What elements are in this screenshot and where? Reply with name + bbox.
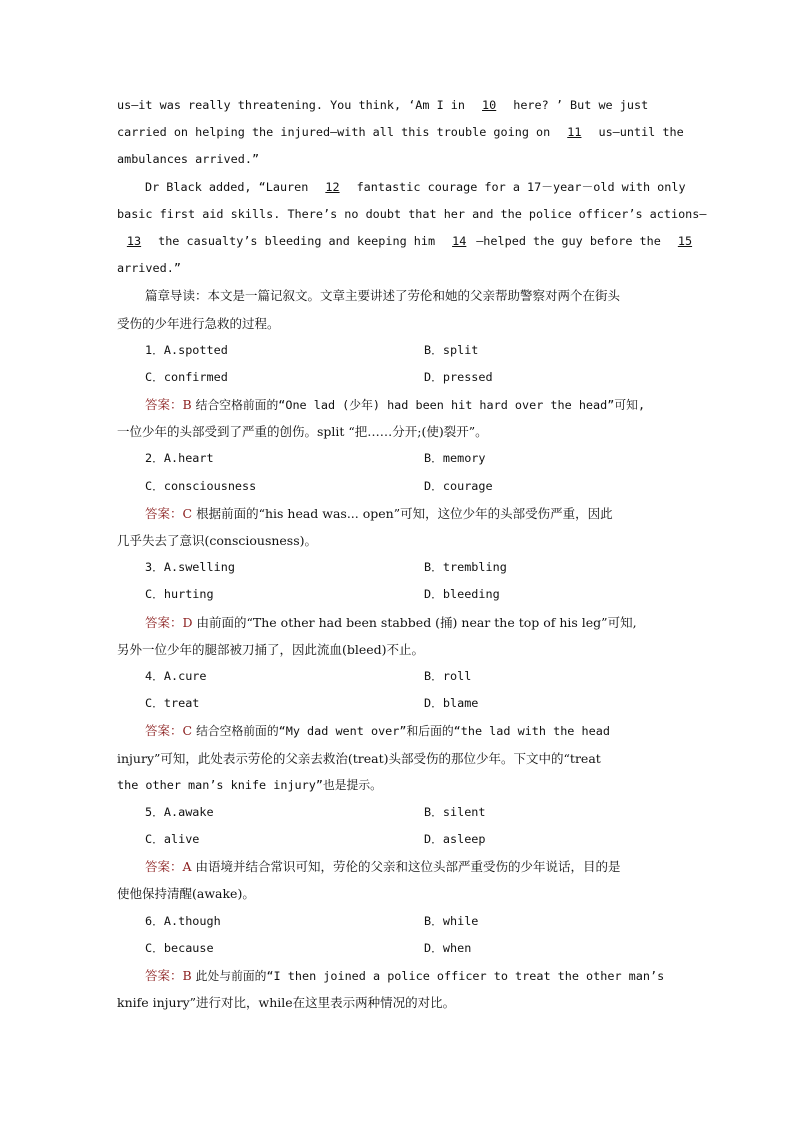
answer-line: [117, 989, 677, 1016]
answer-explanation: 由前面的“The other had been stabbed (捅) near the top of his leg”可知,: [196, 614, 637, 630]
answer-label: 答案：B: [145, 397, 192, 413]
answer-line: [117, 717, 677, 744]
option-c: C．alive: [145, 832, 200, 847]
option-a: 1．A.spotted: [145, 342, 228, 357]
answer-label: 答案：D: [145, 614, 193, 630]
options-row: [117, 554, 677, 581]
options-row: [117, 473, 677, 500]
answer-explanation: knife injury”进行对比，while在这里表示两种情况的对比。: [117, 995, 456, 1011]
answer-line: [117, 962, 677, 989]
answer-line: [117, 391, 677, 418]
option-b: B．while: [424, 913, 479, 928]
answer-explanation: 此处与前面的“I then joined a police officer to treat the other man’s: [195, 969, 665, 983]
answer-explanation: 使他保持清醒(awake)。: [117, 886, 255, 902]
passage-text: fantastic courage for a 17－year－old with only: [349, 179, 686, 194]
answer-line: [117, 609, 677, 636]
passage-line: [117, 146, 677, 173]
answer-label: 答案：C: [145, 723, 193, 739]
answer-line: [117, 418, 677, 445]
options-row: [117, 337, 677, 364]
answer-explanation: 根据前面的“his head was... open”可知，这位少年的头部受伤严重，因此: [196, 505, 613, 521]
option-b: B．silent: [424, 804, 486, 819]
blank-11: 11: [567, 125, 582, 140]
passage-text: us—until the: [591, 125, 684, 140]
options-row: [117, 908, 677, 935]
option-a: 4．A.cure: [145, 668, 207, 683]
option-a: 6．A.though: [145, 913, 221, 928]
blank-12: 12: [325, 179, 340, 194]
option-b: B．trembling: [424, 560, 507, 575]
blank-10: 10: [482, 98, 497, 112]
passage-line: [117, 174, 686, 201]
answer-explanation: 结合空格前面的“My dad went over”和后面的“the lad with the head: [196, 724, 610, 739]
answer-line: [117, 500, 677, 527]
answer-line: [117, 527, 677, 554]
passage-text: the casualty’s bleeding and keeping him: [151, 233, 443, 248]
answer-line: [117, 772, 677, 799]
answer-explanation: 另外一位少年的腿部被刀捅了，因此流血(bleed)不止。: [117, 641, 425, 657]
options-row: [117, 663, 677, 690]
option-a: 5．A.awake: [145, 804, 214, 819]
passage-text: Dr Black added, “Lauren: [145, 179, 316, 194]
options-row: [117, 799, 677, 826]
option-b: B．roll: [424, 668, 472, 683]
answer-label: 答案：C: [145, 505, 193, 521]
passage-line: [117, 119, 684, 146]
guide-text: 受伤的少年进行急救的过程。: [117, 315, 280, 331]
passage-text: us—it was really threatening. You think, ‘Am I in: [117, 98, 473, 112]
option-c: C．confirmed: [145, 369, 228, 384]
answer-line: [117, 636, 677, 663]
blank-14: 14: [452, 233, 467, 248]
passage-text: carried on helping the injured—with all this trouble going on: [117, 125, 558, 140]
option-c: C．treat: [145, 696, 200, 711]
option-d: D．courage: [424, 478, 493, 493]
blank-13: 13: [126, 233, 142, 248]
option-d: D．when: [424, 940, 472, 955]
options-row: [117, 826, 677, 853]
passage-text: —helped the guy before the: [476, 233, 668, 248]
option-d: D．bleeding: [424, 587, 500, 602]
passage-line: [117, 201, 707, 228]
option-c: C．consciousness: [145, 478, 257, 493]
guide-line: [117, 282, 677, 309]
answer-explanation: the other man’s knife injury”也是提示。: [117, 777, 382, 792]
option-a: 2．A.heart: [145, 451, 214, 466]
guide-line: [117, 310, 677, 337]
passage-text: arrived.”: [117, 261, 181, 276]
passage-line: [117, 228, 693, 255]
passage-text: here? ’ But we just: [506, 98, 649, 112]
passage-text: basic first aid skills. There’s no doubt that her and the police officer’s actions—: [117, 206, 707, 221]
answer-explanation: 几乎失去了意识(consciousness)。: [117, 533, 318, 548]
answer-explanation: injury”可知，此处表示劳伦的父亲去救治(treat)头部受伤的那位少年。下文中的“treat: [117, 750, 601, 766]
answer-explanation: 结合空格前面的“One lad (少年) had been hit hard over the head”可知,: [195, 398, 646, 413]
answer-explanation: 一位少年的头部受到了严重的创伤。split “把……分开;(使)裂开”。: [117, 424, 488, 440]
answer-label: 答案：A: [145, 859, 192, 875]
options-row: [117, 364, 677, 391]
option-c: C．because: [145, 940, 214, 955]
options-row: [117, 445, 677, 472]
answer-explanation: 由语境并结合常识可知，劳伦的父亲和这位头部严重受伤的少年说话，目的是: [195, 859, 621, 875]
passage-line: [117, 92, 677, 119]
passage-text: ambulances arrived.”: [117, 152, 260, 167]
blank-15: 15: [677, 233, 693, 248]
options-row: [117, 935, 677, 962]
passage-line: [117, 255, 677, 282]
option-a: 3．A.swelling: [145, 560, 235, 575]
answer-line: [117, 880, 677, 907]
option-d: D．blame: [424, 696, 479, 711]
answer-line: [117, 745, 677, 772]
option-b: B．memory: [424, 451, 486, 466]
answer-label: 答案：B: [145, 968, 192, 983]
answer-line: [117, 853, 677, 880]
option-b: B．split: [424, 342, 479, 357]
document-page: [117, 92, 707, 1016]
option-d: D．pressed: [424, 369, 493, 384]
options-row: [117, 690, 677, 717]
option-c: C．hurting: [145, 587, 214, 602]
guide-text: 篇章导读：本文是一篇记叙文。文章主要讲述了劳伦和她的父亲帮助警察对两个在街头: [145, 288, 621, 304]
options-row: [117, 581, 677, 608]
option-d: D．asleep: [424, 832, 486, 847]
